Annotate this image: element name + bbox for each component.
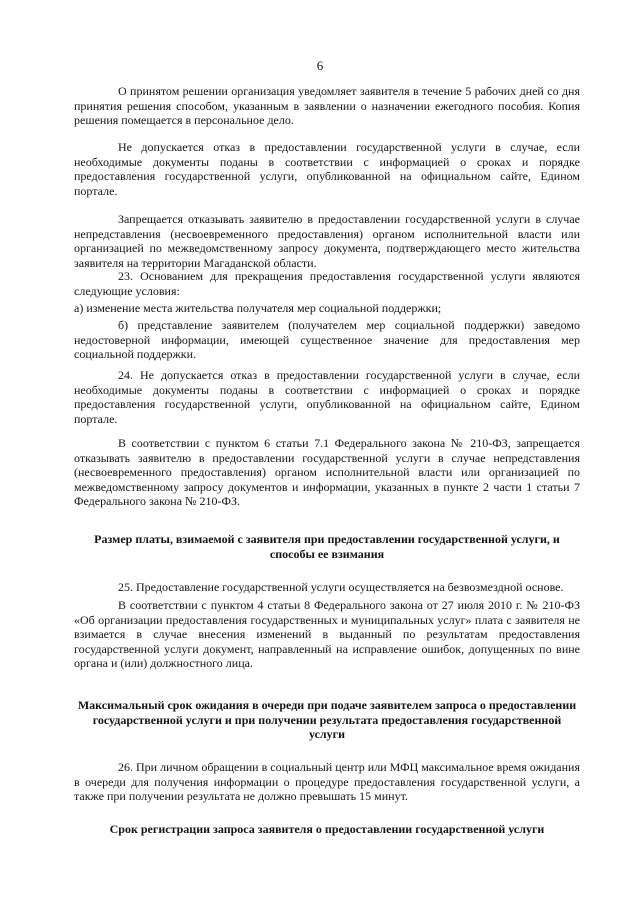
- paragraph-26: 26. При личном обращении в социальный центр или МФЦ максимальное время ожидания в очереди для получения информации о процедуре предоставления государственной услуги, а также при получении результата не должно превышать 15 минут.: [74, 760, 580, 803]
- paragraph-interagency-prohibition: Запрещается отказывать заявителю в предоставлении государственной услуги в случае непредставления (несвоевременного предоставления) органом исполнительной власти или организацией по межведомственному запросу документа, подтверждающего место жительства заявителя на территории Магаданской области.: [74, 212, 580, 270]
- paragraph-no-refusal: Не допускается отказ в предоставлении государственной услуги в случае, если необходимые документы поданы в соответствии с информацией о сроках и порядке предоставления государственной услуги, опубликованной на официальном сайте, Едином портале.: [74, 140, 580, 198]
- heading-fee: Размер платы, взимаемой с заявителя при предоставлении государственной услуги, и способы ее взимания: [94, 532, 560, 561]
- paragraph-24: 24. Не допускается отказ в предоставлении государственной услуги в случае, если необходимые документы поданы в соответствии с информацией о сроках и порядке предоставления государственной услуги, опубликованной на официальном сайте, Едином портале.: [74, 368, 580, 426]
- paragraph-fee-exemption: В соответствии с пунктом 4 статьи 8 Федерального закона от 27 июля 2010 г. № 210-ФЗ «Об организации предоставления государственных и муниципальных услуг» плата с заявителя не взимается в случае внесения изменений в выданный по результатам предоставления государственной услуги документ, направленный на исправление ошибок, допущенных по вине органа и (или) должностного лица.: [74, 598, 580, 670]
- paragraph-decision-notice: О принятом решении организация уведомляет заявителя в течение 5 рабочих дней со дня принятия решения способом, указанным в заявлении о назначении ежегодного пособия. Копия решения помещается в персональное дело.: [74, 84, 580, 127]
- heading-queue-time: Максимальный срок ожидания в очереди при подаче заявителем запроса о предоставлении государственной услуги и при получении результата предоставления государственной услуги: [77, 698, 577, 741]
- paragraph-23-a: а) изменение места жительства получателя мер социальной поддержки;: [74, 301, 442, 315]
- paragraph-23: 23. Основанием для прекращения предоставления государственной услуги являются следующие условия:: [74, 269, 580, 298]
- heading-registration-term: Срок регистрации запроса заявителя о предоставлении государственной услуги: [109, 822, 545, 836]
- paragraph-law-reference: В соответствии с пунктом 6 статьи 7.1 Федерального закона № 210-ФЗ, запрещается отказывать заявителю в предоставлении государственной услуги в случае непредставления (несвоевременного предоставления) органом исполнительной власти или организацией по межведомственному запросу документов и информации, указанных в пункте 2 части 1 статьи 7 Федерального закона № 210-ФЗ.: [74, 436, 580, 508]
- paragraph-23-b: б) представление заявителем (получателем мер социальной поддержки) заведомо недостоверной информации, имеющей существенное значение для предоставления мер социальной поддержки.: [74, 318, 580, 361]
- page-number: 6: [316, 58, 324, 73]
- paragraph-25: 25. Предоставление государственной услуги осуществляется на безвозмездной основе.: [118, 580, 564, 594]
